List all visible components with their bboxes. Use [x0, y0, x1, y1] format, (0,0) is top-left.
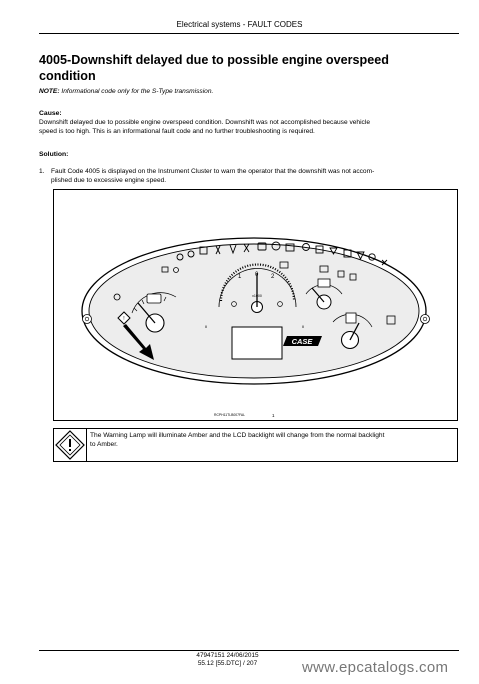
marker-left: II	[205, 324, 208, 329]
watermark: www.epcatalogs.com	[302, 659, 449, 676]
lcd-display	[232, 327, 282, 359]
solution-line2: plished due to excessive engine speed.	[51, 176, 167, 184]
warning-note-text	[90, 432, 456, 450]
note	[39, 88, 213, 95]
left-mount-hole-icon	[83, 315, 92, 324]
right-mount-hole-icon	[421, 315, 430, 324]
section-title-line2: condition	[39, 69, 96, 83]
footer-rule	[39, 650, 459, 651]
instrument-cluster-drawing	[54, 190, 457, 420]
figure-caption-code: RCPH11TLB007FAL	[214, 413, 246, 417]
warning-note-box	[53, 428, 458, 462]
cause-line1: Downshift delayed due to possible engine overspeed condition. Downshift was not accomplished because vehicle	[39, 119, 370, 126]
cause-text	[39, 119, 464, 137]
tach-number-1: 1	[238, 274, 242, 280]
footer-page-ref: 55.12 [55.DTC] / 207	[197, 660, 258, 667]
tach-unit: x1000	[252, 294, 262, 298]
battery-icon	[318, 279, 330, 287]
section-title-line1: 4005-Downshift delayed due to possible engine overspeed	[39, 53, 389, 67]
header-rule	[39, 33, 459, 34]
case-logo	[283, 336, 322, 346]
instrument-cluster-figure	[53, 189, 458, 421]
solution-text	[51, 168, 463, 186]
fuel-icon	[346, 313, 356, 323]
solution-step-number: 1.	[39, 168, 45, 175]
cause-label: Cause:	[39, 110, 62, 117]
figure-caption-number: 1	[272, 413, 275, 418]
warning-note-line2: to Amber.	[90, 440, 118, 448]
warning-diamond-mark: !	[123, 316, 125, 322]
warning-lamp-icon	[54, 429, 87, 461]
cause-line2: speed is too high. This is an informational fault code and no further troubleshooting is required.	[39, 127, 315, 135]
left-gauge-icon	[147, 294, 161, 303]
note-label: NOTE:	[39, 88, 60, 95]
marker-right: II	[302, 324, 305, 329]
tach-number-2: 2	[271, 274, 275, 280]
note-text: Informational code only for the S-Type transmission.	[61, 88, 214, 95]
footer-doc-ref: 47947151 24/06/2015	[196, 652, 259, 659]
solution-line1: Fault Code 4005 is displayed on the Instrument Cluster to warn the operator that the downshift was not accom-	[51, 168, 375, 175]
page-header: Electrical systems - FAULT CODES	[176, 20, 303, 29]
brand-logo: CASE	[291, 337, 313, 346]
solution-label: Solution:	[39, 151, 69, 158]
warning-note-line1: The Warning Lamp will illuminate Amber and the LCD backlight will change from the normal backlight	[90, 432, 385, 439]
section-title	[39, 52, 459, 84]
tach-number-0: 0	[255, 272, 259, 278]
